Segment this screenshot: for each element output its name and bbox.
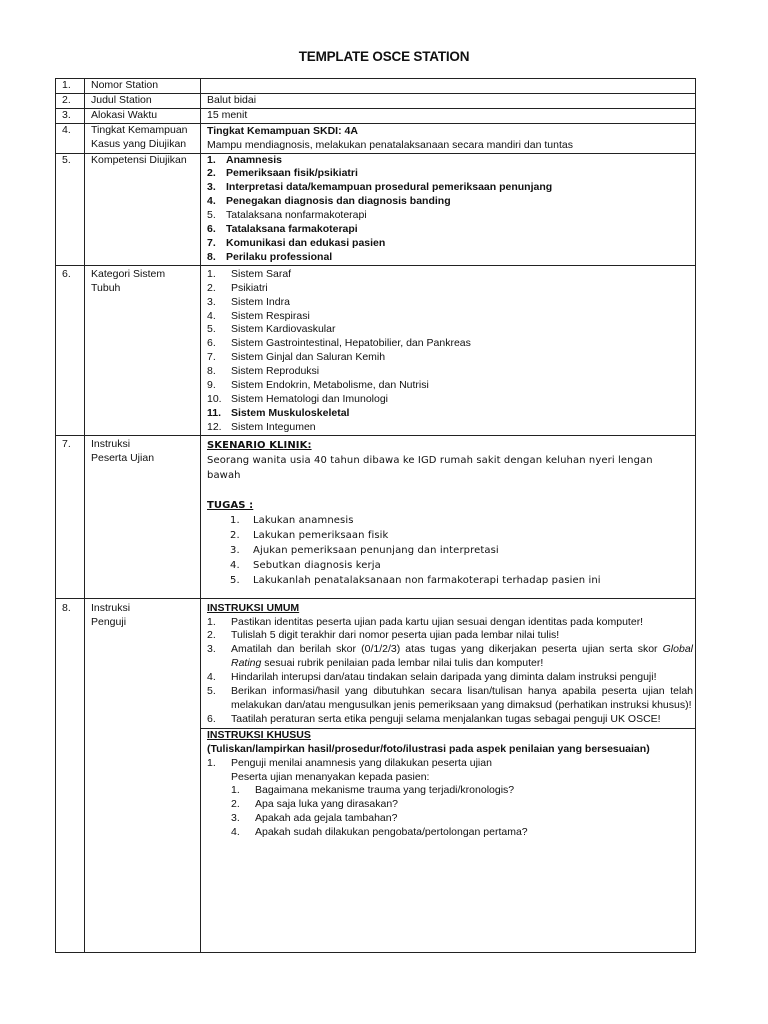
body-system-item-number: 5. — [207, 323, 216, 336]
body-system-item-number: 1. — [207, 267, 216, 280]
skdi-description: Mampu mendiagnosis, melakukan penatalaksanaan secara mandiri dan tuntas — [207, 138, 573, 151]
general-instruction-item-text — [231, 643, 695, 671]
body-system-item — [207, 365, 695, 379]
row-judul-station — [56, 93, 696, 108]
row-label: Kompetensi Diujikan — [85, 153, 201, 265]
row-label-line2: Peserta Ujian — [91, 451, 155, 464]
body-system-item-text: Sistem Indra — [231, 295, 290, 308]
general-instruction-item — [207, 671, 695, 685]
competency-item-text: Interpretasi data/kemampuan prosedural pemeriksaan penunjang — [226, 181, 553, 194]
task-item-number: 5. — [230, 574, 240, 586]
general-instruction-item-text: Pastikan identitas peserta ujian pada kartu ujian sesuai dengan identitas pada komputer! — [231, 615, 644, 628]
row-number: 6. — [56, 265, 85, 435]
row-label-line1: Instruksi — [91, 437, 131, 450]
task-item-number: 3. — [230, 544, 240, 556]
general-instruction-item — [207, 616, 695, 630]
special-item-number: 1. — [207, 756, 216, 769]
row-number: 8. — [56, 598, 85, 952]
row-value — [201, 79, 696, 94]
question-list — [207, 784, 695, 840]
skdi-heading: Tingkat Kemampuan SKDI: 4A — [207, 124, 358, 137]
task-item-number: 2. — [230, 529, 240, 541]
row-instruksi-peserta — [56, 435, 696, 598]
competency-item-number: 5. — [207, 209, 216, 222]
competency-item — [207, 251, 695, 265]
body-system-item-number: 2. — [207, 281, 216, 294]
question-item — [207, 798, 695, 812]
row-label-line2: Penguji — [91, 615, 127, 628]
body-system-item-number: 10. — [207, 392, 222, 405]
task-item-number: 1. — [230, 514, 240, 526]
body-system-item — [207, 310, 695, 324]
row-label — [85, 598, 201, 952]
row-label — [85, 123, 201, 153]
task-item — [207, 513, 695, 528]
competency-item — [207, 223, 695, 237]
general-instruction-item-text: Tulislah 5 digit terakhir dari nomor peserta ujian pada lembar nilai tulis! — [231, 629, 560, 642]
body-system-item-number: 6. — [207, 337, 216, 350]
row-label: Nomor Station — [85, 79, 201, 94]
row-number: 5. — [56, 153, 85, 265]
competency-item-text: Tatalaksana nonfarmakoterapi — [226, 209, 367, 222]
row-label — [85, 435, 201, 598]
competency-item-text: Komunikasi dan edukasi pasien — [226, 236, 386, 249]
scenario-text: Seorang wanita usia 40 tahun dibawa ke IGD rumah sakit dengan keluhan nyeri lengan bawah — [207, 454, 653, 481]
general-instruction-item — [207, 643, 695, 671]
general-instruction-item — [207, 685, 695, 713]
row-label-line2: Kasus yang Diujikan — [91, 137, 187, 150]
general-instruction-item-number: 2. — [207, 629, 216, 642]
body-system-list — [207, 268, 695, 435]
body-system-item-number: 3. — [207, 295, 216, 308]
task-item-number: 4. — [230, 559, 240, 571]
body-system-item-text: Sistem Kardiovaskular — [231, 323, 336, 336]
body-system-item-text: Sistem Gastrointestinal, Hepatobilier, dan Pankreas — [231, 337, 471, 350]
row-value — [201, 598, 696, 952]
row-nomor-station — [56, 79, 696, 94]
general-instruction-item — [207, 713, 695, 727]
competency-item-number: 6. — [207, 223, 216, 236]
body-system-item — [207, 379, 695, 393]
general-instruction-item — [207, 629, 695, 643]
question-item-text: Bagaimana mekanisme trauma yang terjadi/kronologis? — [255, 784, 515, 797]
scenario-heading: SKENARIO KLINIK: — [207, 439, 312, 451]
body-system-item-text: Sistem Muskuloskeletal — [231, 406, 350, 419]
special-intro: Peserta ujian menanyakan kepada pasien: — [231, 770, 430, 783]
question-item-number: 3. — [231, 812, 240, 825]
question-item-number: 1. — [231, 784, 240, 797]
general-instruction-item-number: 5. — [207, 685, 216, 698]
body-system-item-text: Sistem Endokrin, Metabolisme, dan Nutrisi — [231, 379, 429, 392]
special-item — [207, 757, 695, 771]
question-item — [207, 812, 695, 826]
row-tingkat-kemampuan — [56, 123, 696, 153]
general-instruction-item-text: Berikan informasi/hasil yang dibutuhkan secara lisan/tulisan hanya apabila peserta ujian telah melakukan dan/atau mengusulkan jenis pemeriksaan yang dimaksud (perhatikan instruksi khusus)! — [231, 685, 693, 711]
competency-item — [207, 181, 695, 195]
body-system-item — [207, 421, 695, 435]
task-item — [207, 573, 695, 588]
question-item-text: Apakah sudah dilakukan pengobata/pertolongan pertama? — [255, 826, 528, 839]
competency-item-number: 7. — [207, 236, 216, 249]
question-item-number: 2. — [231, 798, 240, 811]
body-system-item — [207, 407, 695, 421]
body-system-item — [207, 296, 695, 310]
competency-item-number: 1. — [207, 153, 216, 166]
document-title: TEMPLATE OSCE STATION — [298, 49, 470, 64]
task-item-text: Sebutkan diagnosis kerja — [253, 559, 381, 571]
row-label-line1: Tingkat Kemampuan — [91, 123, 188, 136]
row-kompetensi — [56, 153, 696, 265]
question-item-text: Apa saja luka yang dirasakan? — [255, 798, 399, 811]
tasks-heading: TUGAS : — [207, 499, 254, 511]
body-system-item-number: 12. — [207, 420, 222, 433]
special-instructions — [201, 728, 695, 840]
body-system-item — [207, 323, 695, 337]
special-instructions-subheading: (Tuliskan/lampirkan hasil/prosedur/foto/ilustrasi pada aspek penilaian yang bersesuaian) — [207, 742, 650, 755]
row-number: 3. — [56, 108, 85, 123]
competency-item-number: 4. — [207, 195, 216, 208]
body-system-item-number: 8. — [207, 365, 216, 378]
general-instruction-item-text-part: sesuai rubrik penilaian pada lembar nilai tulis dan komputer! — [261, 657, 544, 670]
general-instructions-list — [207, 616, 695, 727]
general-instruction-item-number: 6. — [207, 712, 216, 725]
competency-list — [207, 154, 695, 265]
task-item — [207, 558, 695, 573]
task-item-text: Ajukan pemeriksaan penunjang dan interpretasi — [253, 544, 499, 556]
row-value — [201, 123, 696, 153]
row-number: 7. — [56, 435, 85, 598]
question-item — [207, 784, 695, 798]
body-system-item — [207, 282, 695, 296]
row-number: 2. — [56, 93, 85, 108]
row-value — [201, 265, 696, 435]
general-instruction-item-number: 4. — [207, 671, 216, 684]
general-instruction-item-text: Hindarilah interupsi dan/atau tindakan selain daripada yang diminta dalam instruksi penguji! — [231, 671, 657, 684]
row-kategori-sistem — [56, 265, 696, 435]
row-label-line2: Tubuh — [91, 281, 121, 294]
task-list — [207, 513, 695, 588]
competency-item-text: Tatalaksana farmakoterapi — [226, 223, 358, 236]
row-alokasi-waktu — [56, 108, 696, 123]
row-label: Alokasi Waktu — [85, 108, 201, 123]
row-value: Balut bidai — [201, 93, 696, 108]
row-label: Judul Station — [85, 93, 201, 108]
question-item — [207, 826, 695, 840]
row-value — [201, 153, 696, 265]
competency-item — [207, 154, 695, 168]
body-system-item-number: 9. — [207, 379, 216, 392]
body-system-item-text: Psikiatri — [231, 281, 268, 294]
body-system-item-text: Sistem Ginjal dan Saluran Kemih — [231, 351, 386, 364]
general-instruction-item-text: Taatilah peraturan serta etika penguji selama menjalankan tugas sebagai penguji UK OSCE! — [231, 712, 661, 725]
body-system-item-text: Sistem Saraf — [231, 267, 292, 280]
competency-item-text: Penegakan diagnosis dan diagnosis banding — [226, 195, 451, 208]
body-system-item-number: 4. — [207, 309, 216, 322]
competency-item-number: 2. — [207, 167, 216, 180]
general-instruction-item-number: 3. — [207, 643, 216, 656]
body-system-item-text: Sistem Reproduksi — [231, 365, 320, 378]
question-item-number: 4. — [231, 826, 240, 839]
task-item-text: Lakukanlah penatalaksanaan non farmakoterapi terhadap pasien ini — [253, 574, 601, 586]
row-value: 15 menit — [201, 108, 696, 123]
body-system-item — [207, 393, 695, 407]
competency-item-number: 8. — [207, 250, 216, 263]
general-instructions-heading: INSTRUKSI UMUM — [207, 601, 300, 614]
general-instruction-item-number: 1. — [207, 615, 216, 628]
osce-station-table — [55, 78, 696, 953]
general-instruction-item-text-part: Amatilah dan berilah skor (0/1/2/3) atas tugas yang dikerjakan peserta ujian serta skor — [231, 643, 663, 656]
row-label-line1: Instruksi — [91, 601, 131, 614]
row-value — [201, 435, 696, 598]
row-number: 4. — [56, 123, 85, 153]
body-system-item-text: Sistem Respirasi — [231, 309, 310, 322]
special-instructions-heading: INSTRUKSI KHUSUS — [207, 728, 311, 741]
task-item-text: Lakukan pemeriksaan fisik — [253, 529, 389, 541]
task-item-text: Lakukan anamnesis — [253, 514, 354, 526]
body-system-item-number: 11. — [207, 406, 222, 419]
competency-item-text: Anamnesis — [226, 153, 283, 166]
body-system-item — [207, 337, 695, 351]
competency-item-text: Perilaku professional — [226, 250, 333, 263]
body-system-item-text: Sistem Hematologi dan Imunologi — [231, 392, 388, 405]
row-instruksi-penguji — [56, 598, 696, 952]
task-item — [207, 543, 695, 558]
row-number: 1. — [56, 79, 85, 94]
row-label-line1: Kategori Sistem — [91, 267, 166, 280]
body-system-item-text: Sistem Integumen — [231, 420, 316, 433]
body-system-item — [207, 268, 695, 282]
general-instruction-item-text-italic: Global Rating — [231, 643, 693, 670]
task-item — [207, 528, 695, 543]
competency-item — [207, 209, 695, 223]
row-label — [85, 265, 201, 435]
body-system-item — [207, 351, 695, 365]
competency-item — [207, 195, 695, 209]
competency-item — [207, 167, 695, 181]
competency-item-number: 3. — [207, 181, 216, 194]
question-item-text: Apakah ada gejala tambahan? — [255, 812, 398, 825]
body-system-item-number: 7. — [207, 351, 216, 364]
competency-item — [207, 237, 695, 251]
special-item-text: Penguji menilai anamnesis yang dilakukan peserta ujian — [231, 756, 492, 769]
competency-item-text: Pemeriksaan fisik/psikiatri — [226, 167, 358, 180]
